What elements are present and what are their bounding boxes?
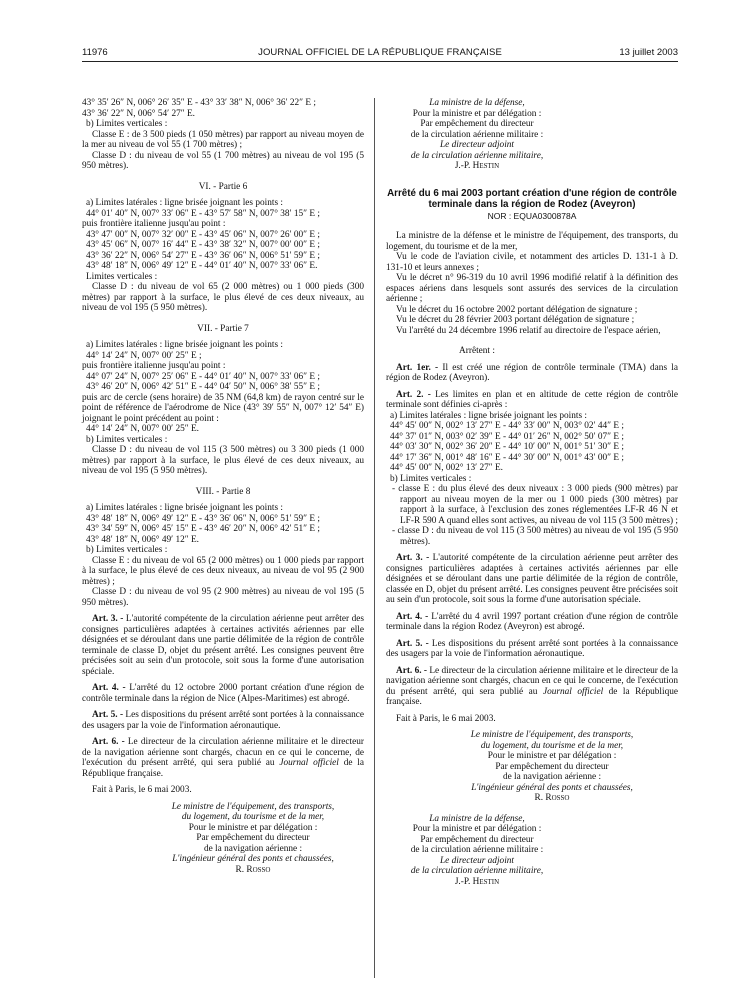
preamble-text: Vu le décret du 28 février 2003 portant délégation de signature ; <box>396 315 635 325</box>
coord-line: 43° 36′ 22″ N, 006° 54′ 27″ E - 43° 36′ 06″ N, 006° 51′ 59″ E ; <box>86 250 320 261</box>
coord-line: 43° 34′ 59″ N, 006° 45′ 15″ E - 43° 46′ 20″ N, 006° 42′ 51″ E ; <box>86 524 320 534</box>
article-3: Art. 3. - L'autorité compétente de la circulation aérienne peut arrêter des consignes particulières adaptées à certaines activités aériennes par elle désignées et se déroulant dans une partie délimitée de la région de contrôle, classée en D, objet du présent arrêté. Les consignes peuvent être précisées soit au sein d'un protocole, soit sous la forme d'une autorisation spéciale. <box>386 553 678 605</box>
part-7-title: VII. - Partie 7 <box>197 323 249 334</box>
classe-d-text: - classe D : du niveau de vol 115 (3 500 mètres) au niveau de vol 195 (5 950 mètres). <box>392 526 678 547</box>
coord-line: 43° 46′ 20″ N, 006° 42′ 51″ E - 44° 04′ 50″ N, 006° 38′ 55″ E ; <box>86 382 320 392</box>
coord-line: 44° 37′ 01″ N, 003° 02′ 39″ E - 44° 01′ 26″ N, 002° 50′ 07″ E ; <box>390 431 624 442</box>
coord-line: 44° 01′ 40″ N, 007° 33′ 06″ E - 43° 57′ 58″ N, 007° 38′ 15″ E ; <box>86 208 320 219</box>
coord-line: 43° 45′ 06″ N, 007° 16′ 44″ E - 43° 38′ 32″ N, 007° 00′ 00″ E ; <box>86 240 320 250</box>
coord-line: 44° 14′ 24″ N, 007° 00′ 25″ E ; <box>86 350 202 361</box>
coord-line: 43° 48′ 18″ N, 006° 49′ 12″ E - 44° 01′ 40″ N, 007° 33′ 06″ E. <box>86 261 318 271</box>
coord-line: 43° 36′ 22″ N, 006° 54′ 27″ E. <box>82 108 195 119</box>
preamble-text: La ministre de la défense et le ministre de l'équipement, des transports, du logement, du tourisme et de la mer, <box>386 231 678 252</box>
page-header <box>82 47 678 61</box>
left-column <box>82 98 364 875</box>
signature-place-date: Fait à Paris, le 6 mai 2003. <box>396 713 496 724</box>
coord-line: 44° 14′ 24″ N, 007° 00′ 25″ E. <box>86 424 199 434</box>
coord-line: 44° 03′ 30″ N, 002° 36′ 20″ E - 44° 10′ 00″ N, 001° 51′ 30″ E ; <box>390 442 624 452</box>
lateral-limits-label: a) Limites latérales : ligne brisée joignant les points : <box>390 410 587 421</box>
article-6: Art. 6. - Le directeur de la circulation aérienne militaire et le directeur de la navigation aérienne sont chargés, chacun en ce qui le concerne, de l'exécution du présent arrêté, qui sera publié au Journal officiel de la République française. <box>82 737 365 779</box>
coord-line: 44° 45′ 00″ N, 002° 13′ 27″ E - 44° 33′ 00″ N, 003° 02′ 44″ E ; <box>390 421 624 431</box>
coord-line: 43° 47′ 00″ N, 007° 32′ 00″ E - 43° 45′ 06″ N, 007° 26′ 00″ E ; <box>86 229 320 240</box>
part-8-title: VIII. - Partie 8 <box>195 486 251 497</box>
classe-d-text: Classe D : du niveau de vol 65 (2 000 mètres) ou 1 000 pieds (300 mètres) par rapport à la surface, le plus élevé de ces deux niveaux, au niveau de vol 195 (5 950 mètres). <box>82 282 364 313</box>
arc-text: puis arc de cercle (sens horaire) de 35 NM (64,8 km) de rayon centré sur le point de référence de l'aérodrome de Nice (43° 39′ 55″ N, 007° 12′ 54″ E) joignant le point précédent au point : <box>82 392 364 424</box>
classe-e-text: Classe E : de 3 500 pieds (1 050 mètres) par rapport au niveau moyen de la mer au niveau de vol 55 (1 700 mètres) ; <box>82 129 364 150</box>
article-5: Art. 5. - Les dispositions du présent arrêté sont portées à la connaissance des usagers par la voie de l'information aéronautique. <box>386 638 678 659</box>
classe-d-text: Classe D : du niveau de vol 95 (2 900 mètres) au niveau de vol 195 (5 950 mètres). <box>82 587 364 608</box>
vertical-limits-label: b) Limites verticales : <box>86 434 168 445</box>
coord-line: 44° 07′ 24″ N, 007° 25′ 06″ E - 44° 01′ 40″ N, 007° 33′ 06″ E ; <box>86 371 320 382</box>
right-column <box>386 98 678 887</box>
vertical-limits-label: b) Limites verticales : <box>390 473 472 484</box>
article-6: Art. 6. - Le directeur de la circulation aérienne militaire et le directeur de la navigation aérienne sont chargés, chacun en ce qui le concerne, de l'exécution du présent arrêté, qui sera publié au Journal officiel de la République française. <box>386 665 678 707</box>
border-text: puis frontière italienne jusqu'au point : <box>82 361 226 371</box>
decree-heading: Arrêté du 6 mai 2003 portant création d'une région de contrôle terminale dans la région de Rodez (Aveyron) <box>387 187 677 210</box>
issue-date: 13 juillet 2003 <box>619 47 678 58</box>
header-rule <box>82 61 678 62</box>
classe-e-text: - classe E : du plus élevé des deux niveaux : 3 000 pieds (900 mètres) par rapport au niveau moyen de la mer ou 1 000 pieds (300 mètres) par rapport à la surface, à l'exclusion des zones réglementées LF-R 46 N et LF-R 590 A quand elles sont actives, au niveau de vol 115 (3 500 mètres) ; <box>392 484 678 526</box>
article-4: Art. 4. - L'arrêté du 12 octobre 2000 portant création d'une région de contrôle terminale dans la région de Nice (Alpes-Maritimes) est abrogé. <box>82 683 364 704</box>
signature-block-defense: La ministre de la défense, Pour la ministre et par délégation : Par empêchement du directeur de la circulation aérienne militaire : Le directeur adjoint de la circulation aérienne militaire, J.-P. Hestin <box>410 813 544 887</box>
preamble-text: Vu le décret du 16 octobre 2002 portant délégation de signature ; <box>396 304 638 315</box>
border-text: puis frontière italienne jusqu'au point : <box>82 219 226 229</box>
article-4: Art. 4. - L'arrêté du 4 avril 1997 portant création d'une région de contrôle terminale dans la région Rodez (Aveyron) est abrogé. <box>386 611 678 632</box>
article-3: Art. 3. - L'autorité compétente de la circulation aérienne peut arrêter des consignes particulières adaptées à certaines activités aériennes par elle désignées et se déroulant dans une partie délimitée de la région de contrôle terminale de classe D, objet du présent arrêté. Les consignes peuvent être précisées soit au sein d'un protocole, soit sous la forme d'une autorisation spéciale. <box>82 614 364 677</box>
nor-reference: NOR : EQUA0300878A <box>487 210 577 221</box>
column-divider <box>374 98 375 978</box>
vertical-limits-label: b) Limites verticales : <box>86 119 168 129</box>
coord-line: 43° 35′ 26″ N, 006° 26′ 35″ E - 43° 33′ 38″ N, 006° 36′ 22″ E ; <box>82 98 316 108</box>
lateral-limits-label: a) Limites latérales : ligne brisée joignant les points : <box>86 503 283 513</box>
signature-place-date: Fait à Paris, le 6 mai 2003. <box>92 785 192 795</box>
classe-e-text: Classe E : du niveau de vol 65 (2 000 mètres) ou 1 000 pieds par rapport à la surface, le plus élevé de ces deux niveaux, au niveau de vol 95 (2 900 mètres) ; <box>82 555 364 587</box>
signature-block-equipement: Le ministre de l'équipement, des transports, du logement, du tourisme et de la mer, Pour le ministre et par délégation : Par empêchement du directeur de la navigation aérienne : L'ingénieur général des ponts et chaussées, R. Rosso <box>470 730 634 803</box>
lateral-limits-label: a) Limites latérales : ligne brisée joignant les points : <box>86 198 283 208</box>
coord-line: 43° 48′ 18″ N, 006° 49′ 12″ E. <box>86 534 199 545</box>
article-2: Art. 2. - Les limites en plan et en altitude de cette région de contrôle terminale sont définies ci-après : <box>386 389 678 410</box>
preamble-text: Vu le code de l'aviation civile, et notamment des articles D. 131-1 à D. 131-10 et leurs annexes ; <box>386 252 678 273</box>
part-6-title: VI. - Partie 6 <box>198 181 248 192</box>
coord-line: 43° 48′ 18″ N, 006° 49′ 12″ E - 43° 36′ 06″ N, 006° 51′ 59″ E ; <box>86 513 320 524</box>
lateral-limits-label: a) Limites latérales : ligne brisée joignant les points : <box>86 340 283 350</box>
classe-d-text: Classe D : du niveau de vol 115 (3 500 mètres) ou 3 300 pieds (1 000 mètres) par rapport à la surface, le plus élevé de ces deux niveaux, au niveau de vol 195 (5 950 mètres). <box>82 445 364 476</box>
article-5: Art. 5. - Les dispositions du présent arrêté sont portées à la connaissance des usagers par la voie de l'information aéronautique. <box>82 710 364 731</box>
preamble-text: Vu le décret n° 96-319 du 10 avril 1996 modifié relatif à la définition des espaces aériens dans lesquels sont assurés des services de la circulation aérienne ; <box>386 273 678 304</box>
arretent-label: Arrêtent : <box>459 346 495 356</box>
coord-line: 44° 17′ 36″ N, 001° 48′ 16″ E - 44° 30′ 00″ N, 001° 43′ 00″ E ; <box>390 452 624 463</box>
signature-block-defense-top: La ministre de la défense, Pour la ministre et par délégation : Par empêchement du directeur de la circulation aérienne militaire : Le directeur adjoint de la circulation aérienne militaire, J.-P. Hestin <box>410 98 544 171</box>
preamble-text: Vu l'arrêté du 24 décembre 1996 relatif au directoire de l'espace aérien, <box>396 325 661 336</box>
signature-block-equipement: Le ministre de l'équipement, des transports, du logement, du tourisme et de la mer, Pour le ministre et par délégation : Par empêchement du directeur de la navigation aérienne : L'ingénieur général des ponts et chaussées, R. Rosso <box>171 801 335 875</box>
coord-line: 44° 45′ 00″ N, 002° 13′ 27″ E. <box>390 463 503 473</box>
article-1: Art. 1er. - Il est créé une région de contrôle terminale (TMA) dans la région de Rodez (Aveyron). <box>386 362 678 383</box>
page-number: 11976 <box>82 47 108 58</box>
journal-title: JOURNAL OFFICIEL DE LA RÉPUBLIQUE FRANÇAISE <box>258 47 502 58</box>
classe-d-text: Classe D : du niveau de vol 55 (1 700 mètres) au niveau de vol 195 (5 950 mètres). <box>82 150 364 171</box>
vertical-limits-label: b) Limites verticales : <box>86 545 168 555</box>
vertical-limits-label: Limites verticales : <box>86 271 158 282</box>
